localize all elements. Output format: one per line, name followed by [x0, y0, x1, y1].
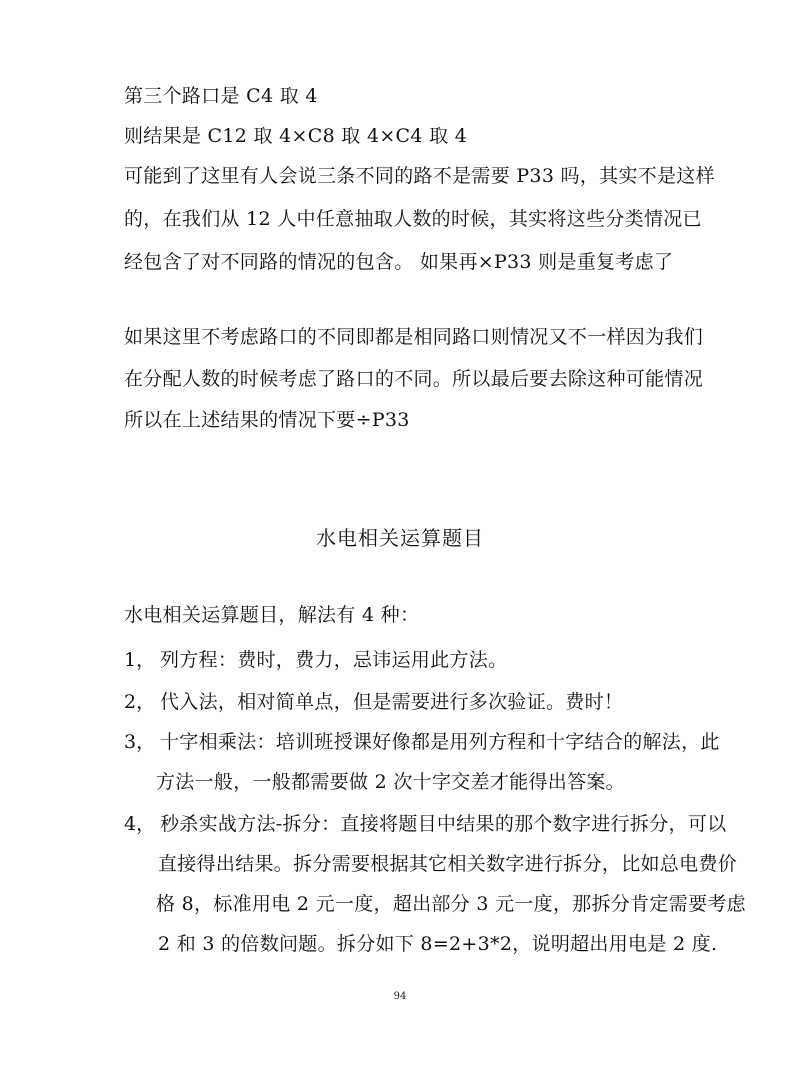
list-number: 4，: [124, 813, 156, 835]
list-item-line: 秒杀实战方法-拆分：直接将题目中结果的那个数字进行拆分，可以: [160, 813, 727, 835]
list-item-line: 列方程：费时，费力，忌讳运用此方法。: [160, 649, 508, 671]
intro-line: 水电相关运算题目，解法有 4 种：: [124, 604, 420, 626]
paragraph-line: 第三个路口是 C4 取 4: [124, 85, 318, 107]
list-number: 1，: [124, 649, 156, 671]
paragraph-line: 在分配人数的时候考虑了路口的不同。所以最后要去除这种可能情况: [124, 368, 704, 390]
paragraph-line: 所以在上述结果的情况下要÷P33: [124, 409, 410, 431]
list-item-line: 方法一般，一般都需要做 2 次十字交差才能得出答案。: [156, 771, 625, 793]
paragraph-line: 可能到了这里有人会说三条不同的路不是需要 P33 吗，其实不是这样: [124, 165, 715, 187]
list-item-line: 2 和 3 的倍数问题。拆分如下 8=2+3*2，说明超出用电是 2 度.: [158, 933, 718, 955]
paragraph-line: 如果这里不考虑路口的不同即都是相同路口则情况又不一样因为我们: [124, 326, 704, 348]
paragraph-line: 则结果是 C12 取 4×C8 取 4×C4 取 4: [124, 125, 468, 147]
page-number: 94: [393, 991, 407, 1002]
section-heading: 水电相关运算题目: [316, 526, 484, 550]
paragraph-line: 的，在我们从 12 人中任意抽取人数的时候，其实将这些分类情况已: [124, 208, 702, 230]
list-item-line: 直接得出结果。拆分需要根据其它相关数字进行拆分，比如总电费价: [158, 853, 738, 875]
list-item-line: 代入法，相对简单点，但是需要进行多次验证。费时！: [160, 691, 624, 713]
paragraph-line: 经包含了对不同路的情况的包含。 如果再×P33 则是重复考虑了: [124, 251, 674, 273]
list-item-line: 十字相乘法：培训班授课好像都是用列方程和十字结合的解法，此: [160, 731, 720, 753]
list-number: 2，: [124, 691, 156, 713]
list-item-line: 格 8，标准用电 2 元一度，超出部分 3 元一度，那拆分肯定需要考虑: [156, 893, 746, 915]
list-number: 3，: [124, 731, 156, 753]
